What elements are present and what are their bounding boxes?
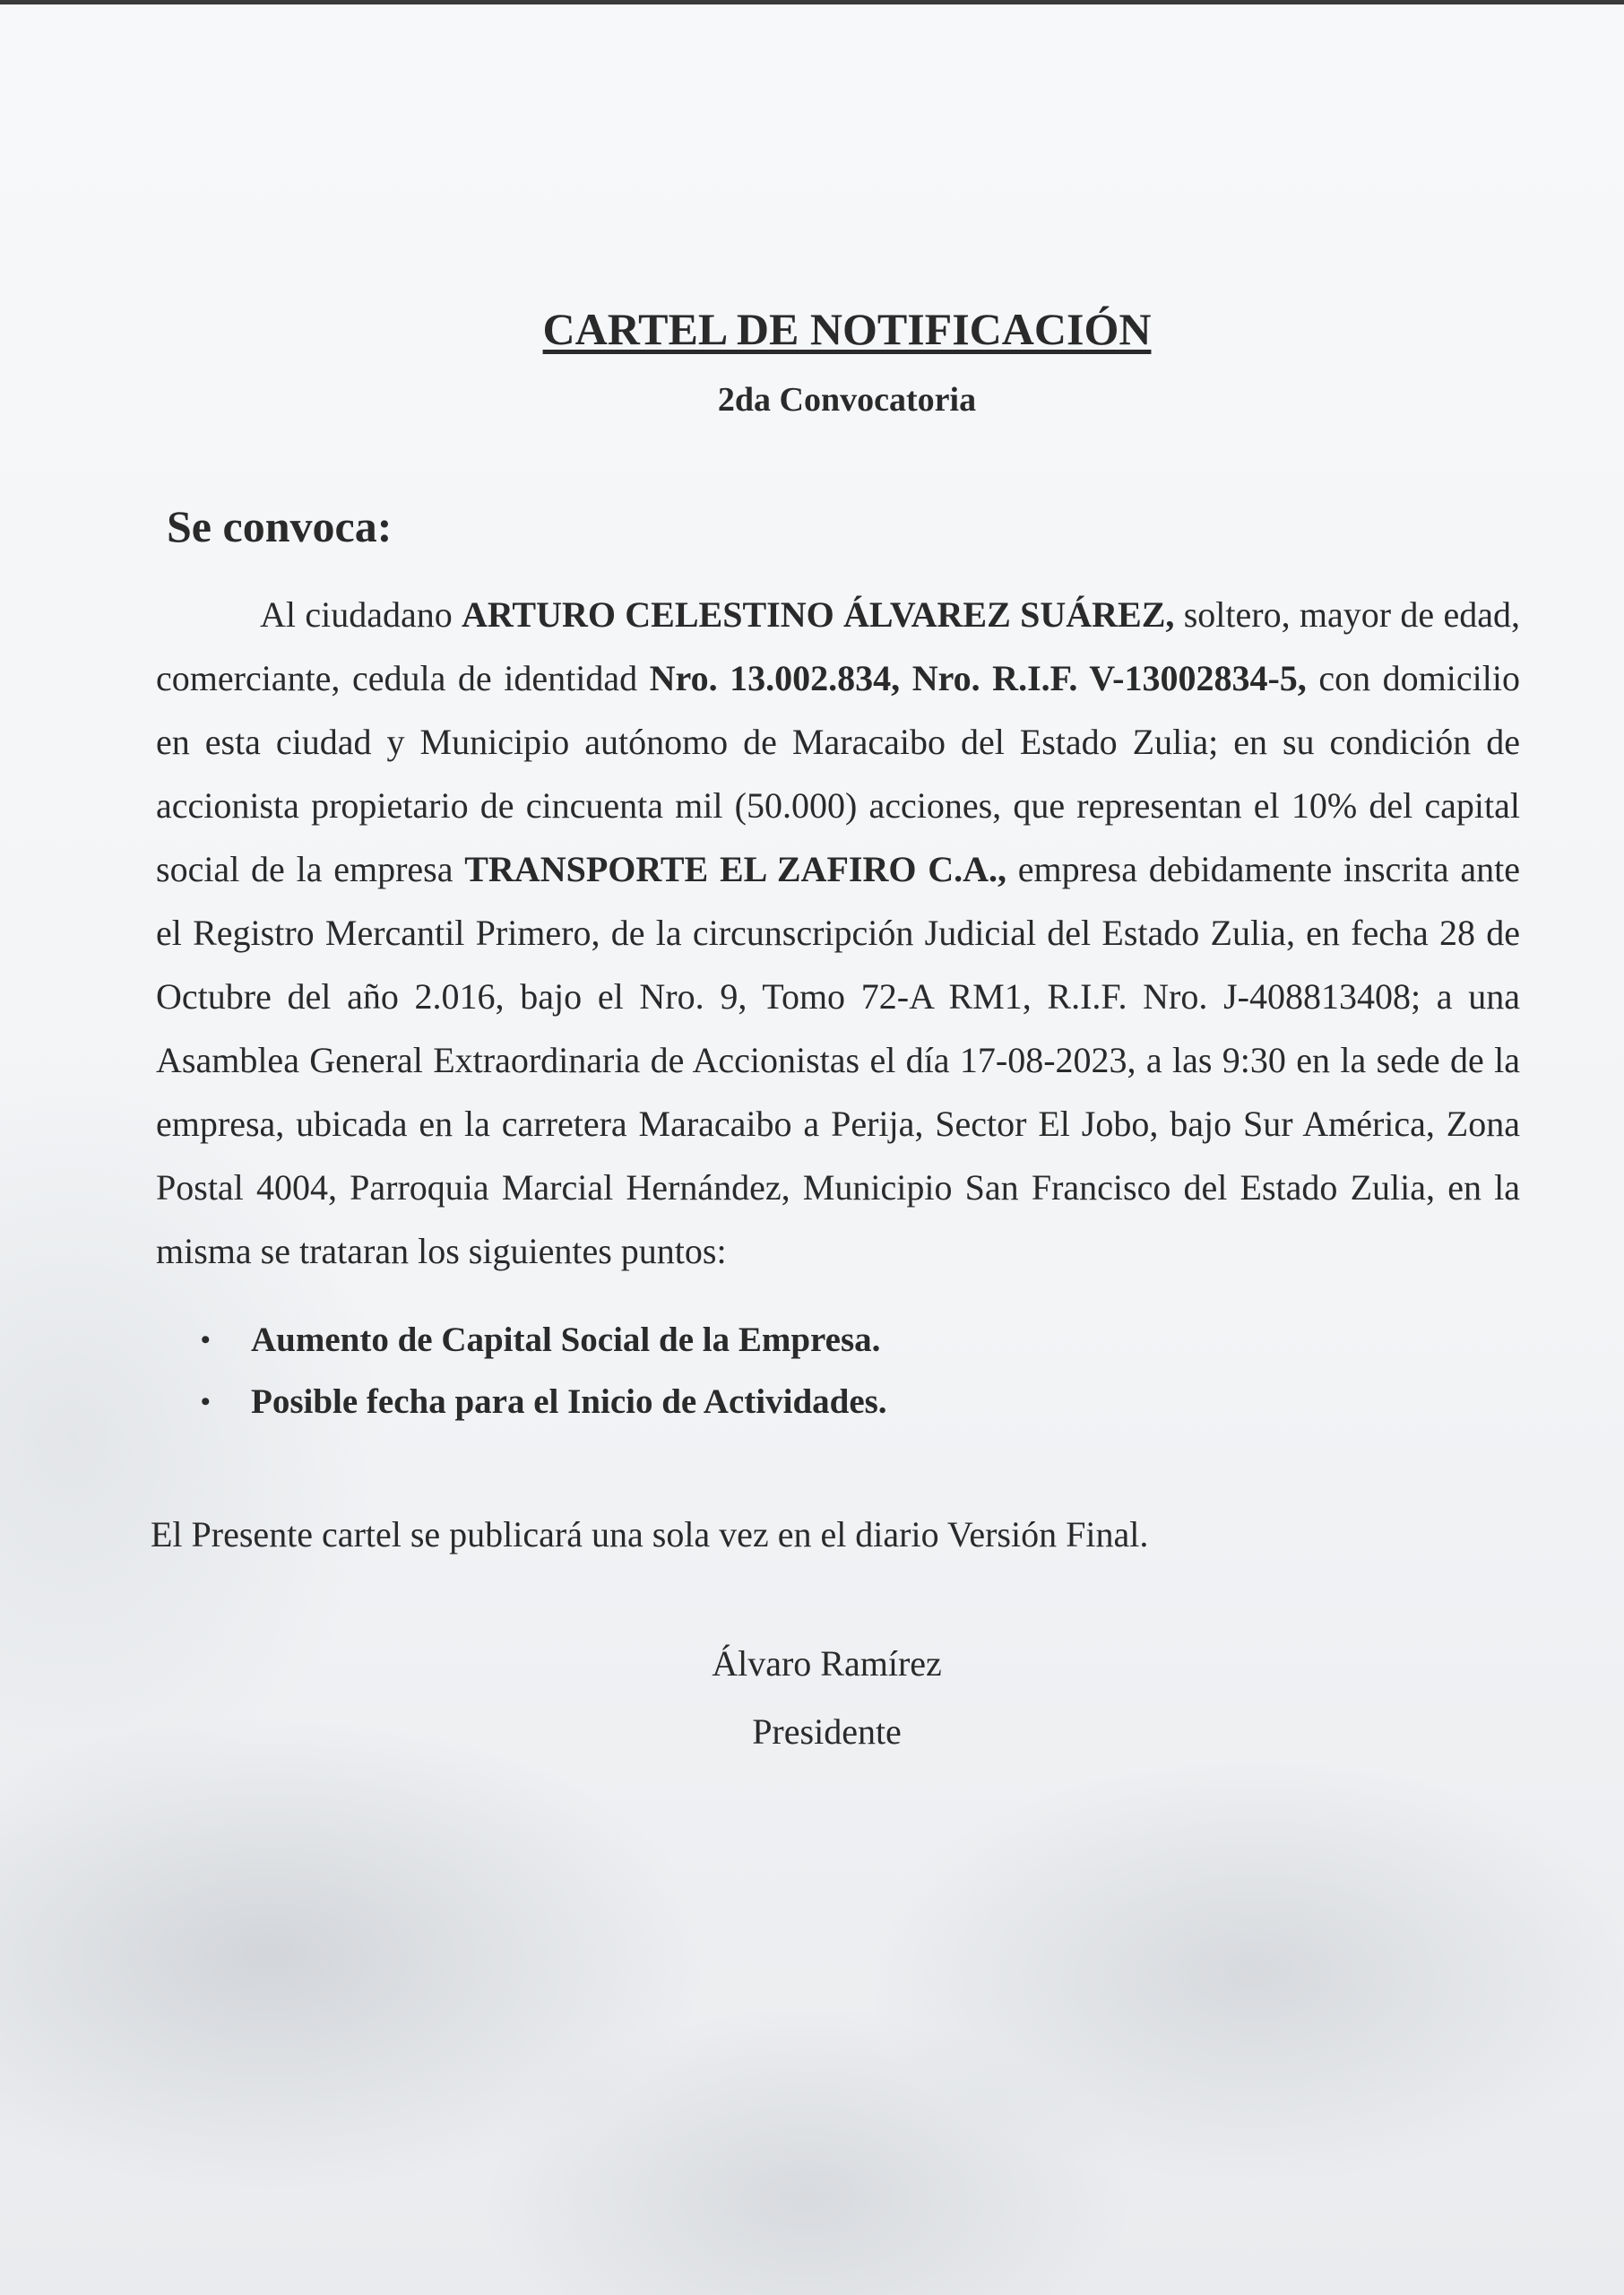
paragraph-text-1: Al ciudadano	[260, 594, 462, 635]
scan-top-edge	[0, 0, 1624, 4]
bullet-icon: •	[201, 1387, 211, 1416]
agenda-item-text: Posible fecha para el Inicio de Actividades.	[251, 1382, 887, 1421]
company-name: TRANSPORTE EL ZAFIRO C.A.,	[464, 849, 1006, 889]
agenda-item	[188, 1371, 887, 1433]
identity-numbers: Nro. 13.002.834, Nro. R.I.F. V-13002834-5,	[649, 658, 1307, 698]
section-heading: Se convoca:	[167, 501, 393, 551]
document-title: CARTEL DE NOTIFICACIÓN	[542, 304, 1152, 354]
paragraph-text-4: empresa debidamente inscrita ante el Registro Mercantil Primero, de la circunscripción Judicial del Estado Zulia, en fecha 28 de Octubre del año 2.016, bajo el Nro. 9, Tomo 72-A RM1, R.I.F. Nro. J-408813408; a una Asamblea General Extraordinaria de Accionistas el día 17-08-2023, a las 9:30 en la sede de la empresa, ubicada en la carretera Maracaibo a Perija, Sector El Jobo, bajo Sur América, Zona Postal 4004, Parroquia Marcial Hernández, Municipio San Francisco del Estado Zulia, en la misma se trataran los siguientes puntos:	[156, 849, 1520, 1271]
signer-name: Álvaro Ramírez	[712, 1643, 942, 1684]
paragraph-text-2: soltero, mayor de edad, comerciante, cedula de identidad	[156, 594, 1521, 698]
agenda-item-text: Aumento de Capital Social de la Empresa.	[251, 1321, 881, 1359]
agenda-list	[188, 1309, 887, 1433]
shareholder-name: ARTURO CELESTINO ÁLVAREZ SUÁREZ,	[462, 594, 1175, 635]
signer-role: Presidente	[752, 1711, 902, 1752]
convocation-paragraph	[156, 583, 1520, 1283]
document-subtitle: 2da Convocatoria	[717, 381, 977, 419]
paragraph-text-3: con domicilio en esta ciudad y Municipio autónomo de Maracaibo del Estado Zulia; en su condición de accionista propietario de cincuenta mil (50.000) acciones, que representan el 10% del capital social de la empresa	[156, 658, 1520, 889]
bullet-icon: •	[201, 1325, 211, 1355]
agenda-item	[188, 1309, 887, 1371]
closing-statement: El Presente cartel se publicará una sola vez en el diario Versión Final.	[151, 1514, 1149, 1555]
